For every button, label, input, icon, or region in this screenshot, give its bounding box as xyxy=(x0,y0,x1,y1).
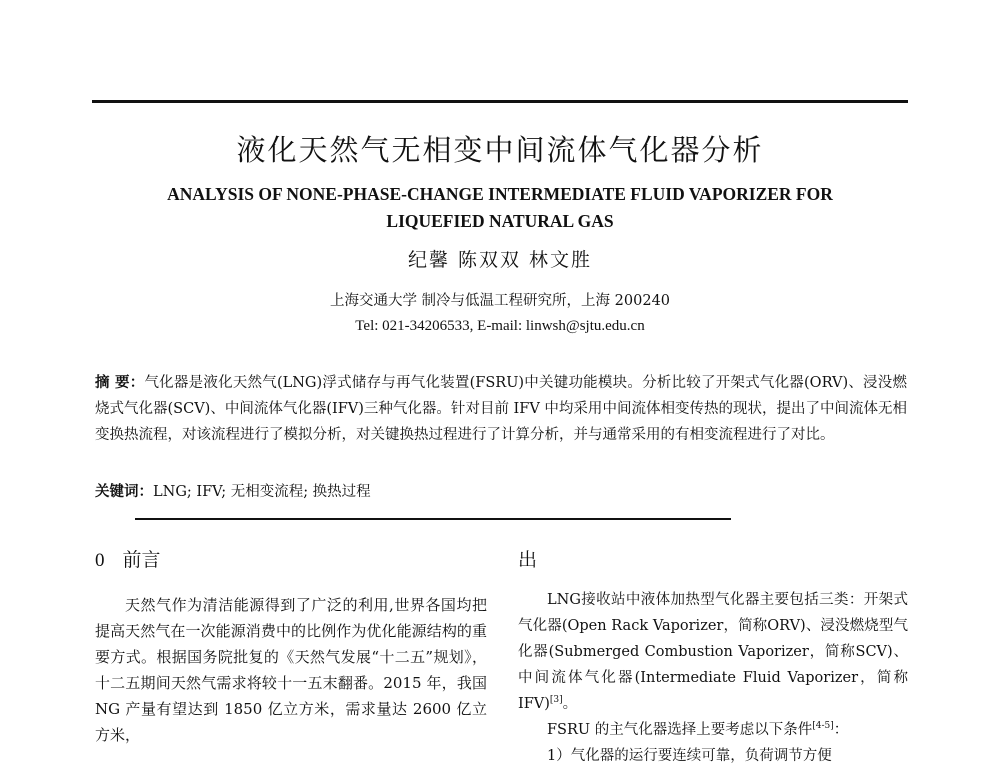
abstract-text: 气化器是液化天然气(LNG)浮式储存与再气化装置(FSRU)中关键功能模块。分析比较了开架式气化器(ORV)、浸没燃烧式气化器(SCV)、中间流体气化器(IFV)三种气化器。针对目前 IFV 中均采用中间流体相变传热的现状，提出了中间流体无相变换热流程，对该流程进行了模拟分析，对关键换热过程进行了计算分析，并与通常采用的有相变流程进行了对比。 xyxy=(95,375,907,443)
section-title: 前言 xyxy=(122,549,161,571)
keywords-label: 关键词： xyxy=(95,483,153,500)
right-p2-text: FSRU 的主气化器选择上要考虑以下条件 xyxy=(547,722,813,738)
contact-info: Tel: 021-34206533, E-mail: linwsh@sjtu.edu.cn xyxy=(355,318,645,334)
affiliation: 上海交通大学 制冷与低温工程研究所，上海 200240 xyxy=(329,293,671,309)
paper-title-en-line2: LIQUEFIED NATURAL GAS xyxy=(386,211,614,231)
right-p2-end: ： xyxy=(833,722,849,738)
paper-title-en xyxy=(110,181,890,235)
right-column xyxy=(518,587,908,769)
section-heading xyxy=(95,545,161,572)
paper-title-cn: 液化天然气无相变中间流体气化器分析 xyxy=(236,133,764,167)
citation-3: [3] xyxy=(549,695,563,706)
citation-4-5: [4-5] xyxy=(812,721,834,732)
keywords xyxy=(95,481,907,503)
right-paragraph-1 xyxy=(518,587,908,717)
right-column-heading-fragment: 出 xyxy=(518,549,538,571)
section-divider xyxy=(135,518,731,520)
right-paragraph-3: 1）气化器的运行要连续可靠，负荷调节方便 xyxy=(547,748,832,764)
top-rule xyxy=(92,100,908,103)
right-p1-end: 。 xyxy=(562,696,578,712)
left-paragraph: 天然气作为清洁能源得到了广泛的利用,世界各国均把提高天然气在一次能源消费中的比例作为优化能源结构的重要方式。根据国务院批复的《天然气发展“十二五”规划》，十二五期间天然气需求将较十一五末翻番。2015 年，我国 NG 产量有望达到 1850 亿立方米，需求量达 2600 亿立方米， xyxy=(95,596,487,744)
right-p1-text: LNG接收站中液体加热型气化器主要包括三类：开架式气化器(Open Rack Vaporizer，简称ORV)、浸没燃烧型气化器(Submerged Combustion Vaporizer，简称SCV)、中间流体气化器(Intermediate Fluid Vaporizer，简称IFV) xyxy=(518,592,908,712)
paper-title-en-line1: ANALYSIS OF NONE-PHASE-CHANGE INTERMEDIATE FLUID VAPORIZER FOR xyxy=(167,184,833,204)
keywords-text: LNG; IFV; 无相变流程; 换热过程 xyxy=(153,484,371,500)
abstract xyxy=(95,370,907,448)
right-paragraph-2 xyxy=(518,717,908,743)
left-column xyxy=(95,592,487,748)
section-number: 0 xyxy=(95,550,105,571)
abstract-label: 摘 要： xyxy=(95,374,145,391)
authors: 纪馨 陈双双 林文胜 xyxy=(407,249,593,271)
